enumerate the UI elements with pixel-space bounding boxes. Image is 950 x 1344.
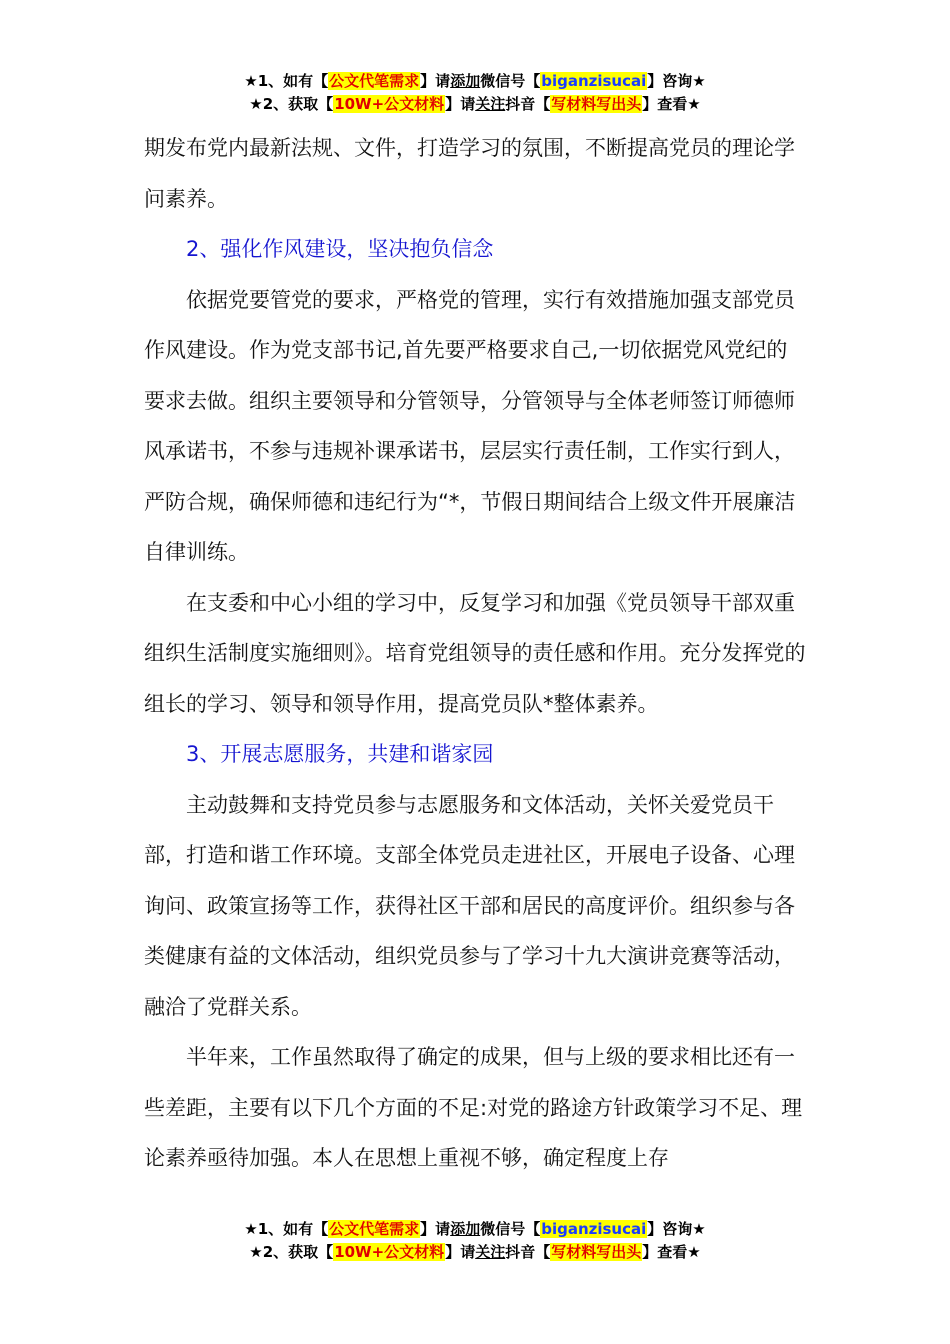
section-heading-2: 2、强化作风建设，坚决抱负信念 [186, 237, 494, 261]
paragraph: 在支委和中心小组的学习中，反复学习和加强《党员领导干部双重组织生活制度实施细则》。培育党组领导的责任感和作用。充分发挥党的组长的学习、领导和领导作用，提高党员队*整体素养。 [144, 590, 806, 716]
highlight-douyin: 写材料写出头 [551, 1243, 642, 1261]
highlight-wechat-id: biganzisucai [541, 72, 647, 90]
highlight-ghostwriting: 公文代笔需求 [329, 72, 420, 90]
promo-line-2: ★2、获取【10W+公文材料】请关注抖音【写材料写出头】查看★ [249, 95, 701, 113]
promo-banner-bottom [0, 1218, 950, 1264]
highlight-materials: 10W+公文材料 [334, 95, 445, 113]
paragraph: 半年来，工作虽然取得了确定的成果，但与上级的要求相比还有一些差距，主要有以下几个方面的不足:对党的路途方针政策学习不足、理论素养亟待加强。本人在思想上重视不够，确定程度上存 [144, 1045, 803, 1170]
promo-line-2: ★2、获取【10W+公文材料】请关注抖音【写材料写出头】查看★ [249, 1243, 701, 1261]
promo-line-1: ★1、如有【公文代笔需求】请添加微信号【biganzisucai】咨询★ [244, 72, 706, 90]
promo-banner-top [0, 70, 950, 116]
highlight-ghostwriting: 公文代笔需求 [329, 1220, 420, 1238]
promo-line-1: ★1、如有【公文代笔需求】请添加微信号【biganzisucai】咨询★ [244, 1220, 706, 1238]
paragraph: 依据党要管党的要求，严格党的管理，实行有效措施加强支部党员作风建设。作为党支部书记,首先要严格要求自己,一切依据党风党纪的要求去做。组织主要领导和分管领导，分管领导与全体老师签订师德师风承诺书，不参与违规补课承诺书，层层实行责任制，工作实行到人，严防合规，确保师德和违纪行为“*，节假日期间结合上级文件开展廉洁自律训练。 [144, 287, 796, 564]
paragraph-continued: 期发布党内最新法规、文件，打造学习的氛围，不断提高党员的理论学问素养。 [144, 136, 795, 211]
document-body [144, 123, 808, 1184]
highlight-materials: 10W+公文材料 [334, 1243, 445, 1261]
paragraph: 主动鼓舞和支持党员参与志愿服务和文体活动，关怀关爱党员干部，打造和谐工作环境。支部全体党员走进社区，开展电子设备、心理询问、政策宣扬等工作，获得社区干部和居民的高度评价。组织参与各类健康有益的文体活动，组织党员参与了学习十九大演讲竞赛等活动，融洽了党群关系。 [144, 792, 795, 1019]
section-heading-3: 3、开展志愿服务，共建和谐家园 [186, 742, 494, 766]
highlight-douyin: 写材料写出头 [551, 95, 642, 113]
highlight-wechat-id: biganzisucai [541, 1220, 647, 1238]
